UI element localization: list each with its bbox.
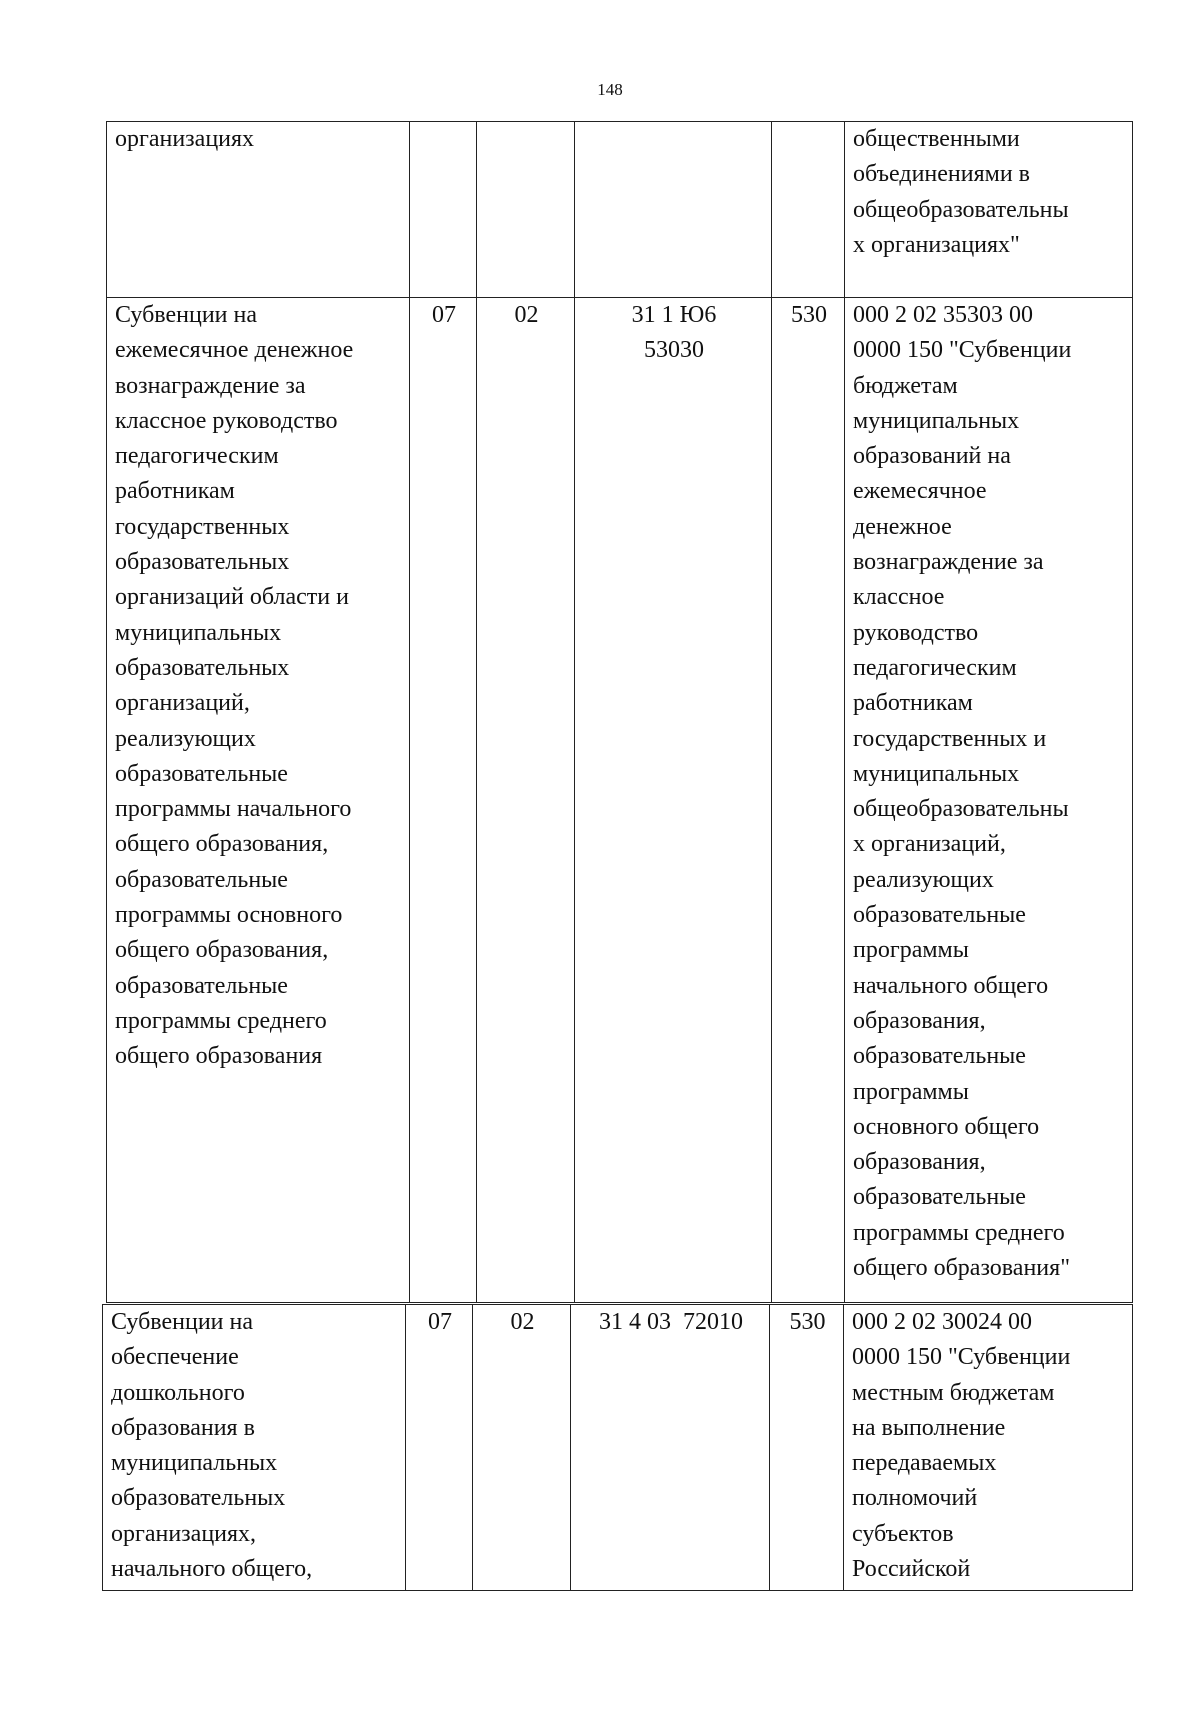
revenue-code-line: основного общего [853,1113,1040,1140]
table-row [107,122,1133,298]
expense-name-line: ежемесячное денежное [115,337,354,364]
expense-name-line: организаций области и [115,584,349,611]
section-cell [410,122,477,298]
revenue-code-line: вознаграждение за [853,549,1044,576]
section-cell: 07 [406,1305,473,1591]
revenue-code-line: денежное [853,513,952,540]
revenue-code-line: образований на [853,443,1011,470]
expense-name-line: Субвенции на [115,302,258,328]
revenue-code-line: общественными [853,126,1020,152]
revenue-code-line: руководство [853,619,979,646]
revenue-code-line: образовательные [853,1043,1026,1070]
revenue-code-cell [845,298,1133,1303]
expense-name-line: образовательных [115,654,290,681]
expense-name-line: вознаграждение за [115,372,306,399]
revenue-code-line: бюджетам [853,372,958,399]
page-number: 148 [597,80,623,99]
expense-name-line: государственных [115,513,290,540]
revenue-code-line: программы среднего [853,1219,1065,1246]
expense-name-line: организациях [115,126,255,152]
expense-name-line: классное руководство [115,407,338,434]
target-article-cell [575,298,772,1303]
expense-name-line: общего образования [115,1043,323,1070]
expense-name-line: педагогическим [115,443,279,470]
revenue-code-line: программы [853,937,969,964]
revenue-code-line: педагогическим [853,654,1017,681]
revenue-code-line: образовательные [853,902,1026,929]
expense-name-line: начального общего, [111,1556,313,1583]
expense-name-line: обеспечение [111,1344,239,1371]
revenue-code-line: х организациях" [853,231,1020,258]
expense-name-line: дошкольного [111,1379,245,1406]
revenue-code-line: государственных и [853,725,1047,752]
expense-name-cell [103,1305,406,1591]
expense-name-line: образования в [111,1414,255,1441]
subsection-cell [477,122,575,298]
revenue-code-cell [844,1305,1133,1591]
revenue-code-line: начального общего [853,972,1049,999]
revenue-code-line: х организаций, [853,831,1006,858]
expense-name-line: общего образования, [115,831,329,858]
subsection-cell: 02 [477,298,575,1303]
expense-name-line: работникам [115,478,235,505]
revenue-code-line: 000 2 02 35303 00 [853,302,1033,328]
revenue-code-line: ежемесячное [853,478,987,505]
revenue-code-line: образования, [853,1007,986,1034]
revenue-code-line: полномочий [852,1485,978,1512]
budget-table-continued [102,1304,1133,1591]
expense-name-line: общего образования, [115,937,329,964]
expense-name-line: Субвенции на [111,1309,254,1335]
revenue-code-line: 000 2 02 30024 00 [852,1309,1032,1335]
revenue-code-line: реализующих [853,866,994,893]
budget-table [106,121,1133,1303]
expense-name-line: муниципальных [111,1450,278,1477]
expense-name-line: образовательные [115,972,288,999]
expense-name-line: образовательные [115,760,288,787]
revenue-code-line: 0000 150 "Субвенции [853,337,1072,364]
revenue-code-line: общего образования" [853,1255,1070,1282]
expense-type-cell: 530 [770,1305,844,1591]
table-row [107,298,1133,1303]
revenue-code-line: программы [853,1078,969,1105]
revenue-code-line: общеобразовательны [853,796,1069,823]
target-article-line: 53030 [644,337,704,364]
revenue-code-line: классное [853,584,945,611]
expense-name-line: реализующих [115,725,256,752]
expense-name-line: муниципальных [115,619,282,646]
expense-type-cell [772,122,845,298]
expense-name-line: образовательные [115,866,288,893]
expense-name-line: образовательных [111,1485,286,1512]
expense-name-line: организаций, [115,690,250,717]
revenue-code-line: передаваемых [852,1450,997,1477]
expense-name-cell [107,122,410,298]
table-row [103,1305,1133,1591]
target-article-line: 31 4 03 72010 [599,1309,743,1335]
revenue-code-line: объединениями в [853,161,1030,188]
revenue-code-line: работникам [853,690,973,717]
revenue-code-line: образовательные [853,1184,1026,1211]
revenue-code-line: образования, [853,1149,986,1176]
section-cell: 07 [410,298,477,1303]
subsection-cell: 02 [473,1305,571,1591]
revenue-code-line: Российской [852,1556,971,1583]
expense-type-cell: 530 [772,298,845,1303]
target-article-cell [575,122,772,298]
revenue-code-line: субъектов [852,1520,954,1547]
revenue-code-line: муниципальных [853,407,1020,434]
revenue-code-cell [845,122,1133,298]
expense-name-line: организациях, [111,1520,257,1547]
revenue-code-line: общеобразовательны [853,196,1069,223]
revenue-code-line: местным бюджетам [852,1379,1055,1406]
revenue-code-line: 0000 150 "Субвенции [852,1344,1071,1371]
expense-name-cell [107,298,410,1303]
expense-name-line: программы основного [115,902,343,929]
target-article-cell [571,1305,770,1591]
revenue-code-line: муниципальных [853,760,1020,787]
expense-name-line: программы начального [115,796,352,823]
revenue-code-line: на выполнение [852,1414,1006,1441]
expense-name-line: программы среднего [115,1007,327,1034]
expense-name-line: образовательных [115,549,290,576]
target-article-line: 31 1 Ю6 [631,302,717,328]
